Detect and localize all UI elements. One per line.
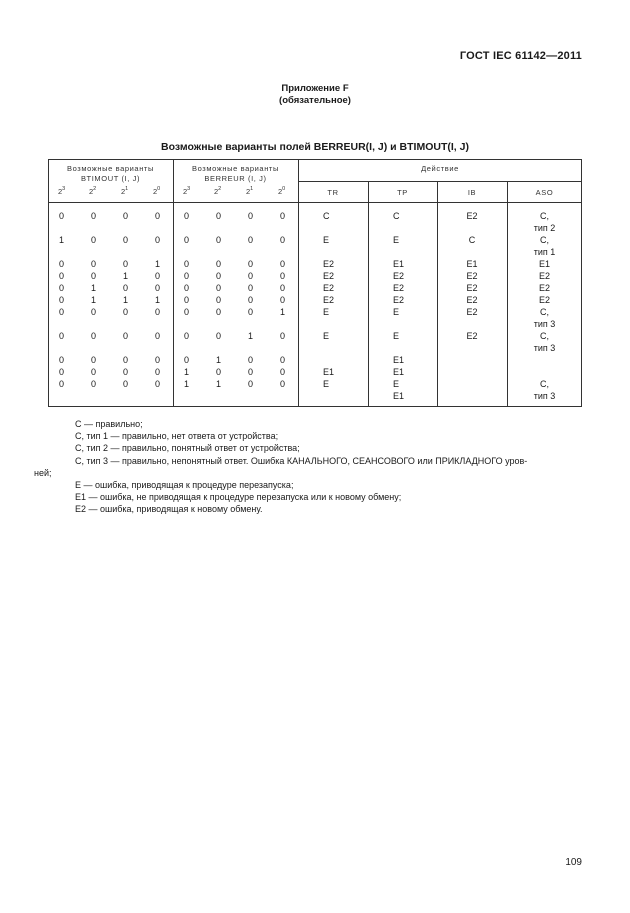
action-cell-tr: E2 <box>323 283 335 293</box>
btimout-header-line2: BTIMOUT (I, J) <box>80 174 141 183</box>
action-cell-ib: E2 <box>466 283 478 293</box>
action-cell-ib: C <box>468 235 476 245</box>
btimout-bit-cell: 0 <box>59 295 65 305</box>
bit-exponent: 3 <box>62 186 66 192</box>
action-cell-tr: E2 <box>323 295 335 305</box>
berreur-bit-cell: 0 <box>280 259 286 269</box>
btimout-bit-cell: 0 <box>91 307 97 317</box>
bit-base: 2 <box>58 187 63 196</box>
berreur-bit-cell: 0 <box>248 379 254 389</box>
btimout-bit-cell: 0 <box>91 367 97 377</box>
action-cell-tr: E <box>323 235 330 245</box>
berreur-bit-header <box>278 187 285 196</box>
berreur-bit-cell: 0 <box>216 283 222 293</box>
action-cell-aso: E2 <box>538 295 550 305</box>
berreur-bit-cell: 0 <box>280 295 286 305</box>
btimout-bit-cell: 0 <box>123 331 129 341</box>
action-cell-aso: E1 <box>538 259 550 269</box>
berreur-bit-header <box>246 187 253 196</box>
berreur-bit-cell: 1 <box>216 355 222 365</box>
berreur-bit-cell: 0 <box>248 211 254 221</box>
btimout-bit-cell: 0 <box>123 367 129 377</box>
btimout-bit-cell: 0 <box>155 367 161 377</box>
btimout-bit-cell: 0 <box>91 331 97 341</box>
btimout-bit-cell: 0 <box>155 283 161 293</box>
berreur-bit-header <box>183 187 190 196</box>
btimout-bit-cell: 0 <box>59 211 65 221</box>
action-cell-tr: E <box>323 379 330 389</box>
action-cell-tr: E1 <box>323 367 335 377</box>
btimout-bit-cell: 0 <box>155 379 161 389</box>
btimout-bit-cell: 0 <box>59 271 65 281</box>
action-cell-tp: E2 <box>393 283 405 293</box>
btimout-bit-cell: 0 <box>123 211 129 221</box>
action-cell-aso: тип 2 <box>533 223 556 233</box>
action-cell-aso: тип 3 <box>533 391 556 401</box>
bit-base: 2 <box>278 187 283 196</box>
bit-base: 2 <box>89 187 94 196</box>
berreur-bit-cell: 1 <box>280 307 286 317</box>
berreur-bit-cell: 0 <box>216 307 222 317</box>
bit-base: 2 <box>183 187 188 196</box>
btimout-bit-cell: 0 <box>91 355 97 365</box>
berreur-bit-cell: 0 <box>248 367 254 377</box>
berreur-bit-cell: 0 <box>248 283 254 293</box>
action-cell-tp: E1 <box>393 391 405 401</box>
btimout-bit-cell: 1 <box>155 259 161 269</box>
action-cell-aso: C, <box>540 211 549 221</box>
berreur-bit-cell: 0 <box>280 283 286 293</box>
action-cell-tp: C <box>393 211 400 221</box>
berreur-bit-cell: 0 <box>216 271 222 281</box>
table-title: Возможные варианты полей BERREUR(I, J) и BTIMOUT(I, J) <box>161 141 469 153</box>
btimout-bit-cell: 0 <box>123 307 129 317</box>
action-cell-tp: E2 <box>393 295 405 305</box>
berreur-bit-cell: 0 <box>280 331 286 341</box>
bit-base: 2 <box>153 187 158 196</box>
btimout-bit-cell: 0 <box>91 235 97 245</box>
action-cell-tp: E <box>393 307 400 317</box>
berreur-bit-cell: 0 <box>184 271 190 281</box>
berreur-bit-cell: 0 <box>280 271 286 281</box>
note-line: E2 — ошибка, приводящая к новому обмену. <box>75 504 263 515</box>
note-line: E1 — ошибка, не приводящая к процедуре перезапуска или к новому обмену; <box>75 492 402 503</box>
berreur-bit-cell: 0 <box>248 307 254 317</box>
action-cell-aso: C, <box>540 235 549 245</box>
note-line: C, тип 2 — правильно, понятный ответ от устройства; <box>75 443 300 454</box>
btimout-bit-cell: 0 <box>155 271 161 281</box>
action-cell-tp: E <box>393 235 400 245</box>
btimout-bit-cell: 1 <box>123 295 129 305</box>
berreur-bit-cell: 1 <box>216 379 222 389</box>
action-cell-tp: E1 <box>393 355 405 365</box>
btimout-bit-cell: 0 <box>91 259 97 269</box>
btimout-bit-cell: 0 <box>59 379 65 389</box>
berreur-bit-cell: 0 <box>184 211 190 221</box>
bit-base: 2 <box>246 187 251 196</box>
btimout-bit-cell: 1 <box>123 271 129 281</box>
btimout-bit-cell: 0 <box>59 259 65 269</box>
action-cell-tr: E <box>323 331 330 341</box>
action-cell-ib: E2 <box>466 295 478 305</box>
action-cell-aso: E2 <box>538 271 550 281</box>
berreur-bit-cell: 0 <box>184 307 190 317</box>
berreur-bit-cell: 1 <box>184 367 190 377</box>
berreur-bit-cell: 0 <box>216 259 222 269</box>
bit-base: 2 <box>214 187 219 196</box>
berreur-bit-cell: 0 <box>216 367 222 377</box>
action-cell-tr: C <box>323 211 330 221</box>
btimout-bit-cell: 0 <box>91 211 97 221</box>
btimout-bit-cell: 1 <box>155 295 161 305</box>
berreur-bit-cell: 0 <box>184 235 190 245</box>
appendix-title: Приложение F <box>281 83 349 94</box>
btimout-header-line1: Возможные варианты <box>67 164 154 173</box>
action-cell-aso: тип 1 <box>533 247 556 257</box>
action-header: Действие <box>421 164 459 173</box>
action-cell-tp: E2 <box>393 271 405 281</box>
table-notes <box>34 418 582 516</box>
bit-exponent: 1 <box>125 186 129 192</box>
berreur-bit-cell: 0 <box>248 355 254 365</box>
note-line: C, тип 1 — правильно, нет ответа от устройства; <box>75 431 279 442</box>
bit-exponent: 3 <box>187 186 191 192</box>
berreur-bit-cell: 0 <box>216 211 222 221</box>
berreur-bit-cell: 0 <box>184 295 190 305</box>
bit-exponent: 0 <box>282 186 286 192</box>
action-cell-tr: E2 <box>323 259 335 269</box>
berreur-bit-cell: 0 <box>216 331 222 341</box>
action-col-header-aso: ASO <box>535 188 554 197</box>
note-line: E — ошибка, приводящая к процедуре перезапуска; <box>75 480 294 491</box>
variants-table <box>48 159 582 407</box>
btimout-bit-cell: 0 <box>59 367 65 377</box>
berreur-bit-cell: 0 <box>184 355 190 365</box>
action-cell-aso: C, <box>540 379 549 389</box>
bit-base: 2 <box>121 187 126 196</box>
document-header-standard: ГОСТ IEC 61142—2011 <box>459 50 582 62</box>
note-line: ней; <box>34 467 52 478</box>
table-border-left <box>48 159 49 407</box>
berreur-bit-cell: 1 <box>184 379 190 389</box>
btimout-bit-cell: 0 <box>123 355 129 365</box>
action-cell-tp: E <box>393 379 400 389</box>
btimout-bit-cell: 1 <box>91 295 97 305</box>
berreur-bit-cell: 0 <box>248 235 254 245</box>
btimout-bit-header <box>121 187 128 196</box>
berreur-bit-cell: 0 <box>248 259 254 269</box>
btimout-bit-cell: 0 <box>123 283 129 293</box>
btimout-bit-cell: 0 <box>91 379 97 389</box>
berreur-bit-cell: 0 <box>280 355 286 365</box>
action-col-header-tr: TR <box>327 188 339 197</box>
btimout-bit-cell: 0 <box>91 271 97 281</box>
action-cell-aso: тип 3 <box>533 343 556 353</box>
btimout-bit-cell: 0 <box>123 235 129 245</box>
btimout-bit-cell: 0 <box>123 259 129 269</box>
table-col-divider <box>368 181 369 407</box>
note-line: C, тип 3 — правильно, непонятный ответ. Ошибка КАНАЛЬНОГО, СЕАНСОВОГО или ПРИКЛАДНОГО уров- <box>75 455 528 466</box>
berreur-bit-cell: 0 <box>280 211 286 221</box>
berreur-bit-cell: 0 <box>184 283 190 293</box>
berreur-bit-cell: 0 <box>216 235 222 245</box>
bit-exponent: 2 <box>218 186 222 192</box>
berreur-bit-cell: 0 <box>248 271 254 281</box>
action-cell-tr: E <box>323 307 330 317</box>
table-col-divider <box>173 159 174 407</box>
action-cell-tr: E2 <box>323 271 335 281</box>
action-col-header-ib: IB <box>467 188 477 197</box>
note-line: C — правильно; <box>75 419 143 429</box>
berreur-bit-cell: 0 <box>216 295 222 305</box>
page-number: 109 <box>565 857 582 868</box>
btimout-bit-header <box>89 187 96 196</box>
bit-exponent: 2 <box>93 186 97 192</box>
berreur-bit-cell: 0 <box>280 367 286 377</box>
action-cell-aso: E2 <box>538 283 550 293</box>
btimout-bit-cell: 0 <box>59 355 65 365</box>
btimout-bit-cell: 0 <box>59 307 65 317</box>
berreur-bit-cell: 0 <box>280 379 286 389</box>
action-cell-tp: E <box>393 331 400 341</box>
btimout-bit-cell: 0 <box>155 355 161 365</box>
btimout-bit-cell: 0 <box>155 211 161 221</box>
berreur-header-line1: Возможные варианты <box>192 164 279 173</box>
bit-exponent: 0 <box>157 186 161 192</box>
table-header-divider <box>48 202 582 203</box>
bit-exponent: 1 <box>250 186 254 192</box>
action-cell-aso: C, <box>540 331 549 341</box>
btimout-bit-cell: 0 <box>59 331 65 341</box>
action-cell-aso: C, <box>540 307 549 317</box>
action-col-header-tp: TP <box>397 188 408 197</box>
action-cell-ib: E1 <box>466 259 478 269</box>
btimout-bit-header <box>153 187 160 196</box>
berreur-bit-cell: 0 <box>184 331 190 341</box>
berreur-bit-header <box>214 187 221 196</box>
action-cell-tp: E1 <box>393 259 405 269</box>
appendix-subtitle: (обязательное) <box>279 95 351 106</box>
berreur-header-line2: BERREUR (I, J) <box>204 174 267 183</box>
btimout-bit-cell: 0 <box>123 379 129 389</box>
action-cell-ib: E2 <box>466 211 478 221</box>
action-cell-ib: E2 <box>466 307 478 317</box>
action-cell-aso: тип 3 <box>533 319 556 329</box>
btimout-bit-cell: 1 <box>59 235 65 245</box>
btimout-bit-header <box>58 187 65 196</box>
action-cell-ib: E2 <box>466 271 478 281</box>
table-border-top <box>48 159 582 160</box>
action-cell-ib: E2 <box>466 331 478 341</box>
btimout-bit-cell: 0 <box>155 307 161 317</box>
berreur-bit-cell: 1 <box>248 331 254 341</box>
table-action-subheader-divider <box>298 181 582 182</box>
berreur-bit-cell: 0 <box>248 295 254 305</box>
btimout-bit-cell: 0 <box>59 283 65 293</box>
btimout-bit-cell: 1 <box>91 283 97 293</box>
berreur-bit-cell: 0 <box>184 259 190 269</box>
table-border-bottom <box>48 406 582 407</box>
btimout-bit-cell: 0 <box>155 235 161 245</box>
berreur-bit-cell: 0 <box>280 235 286 245</box>
action-cell-tp: E1 <box>393 367 405 377</box>
btimout-bit-cell: 0 <box>155 331 161 341</box>
